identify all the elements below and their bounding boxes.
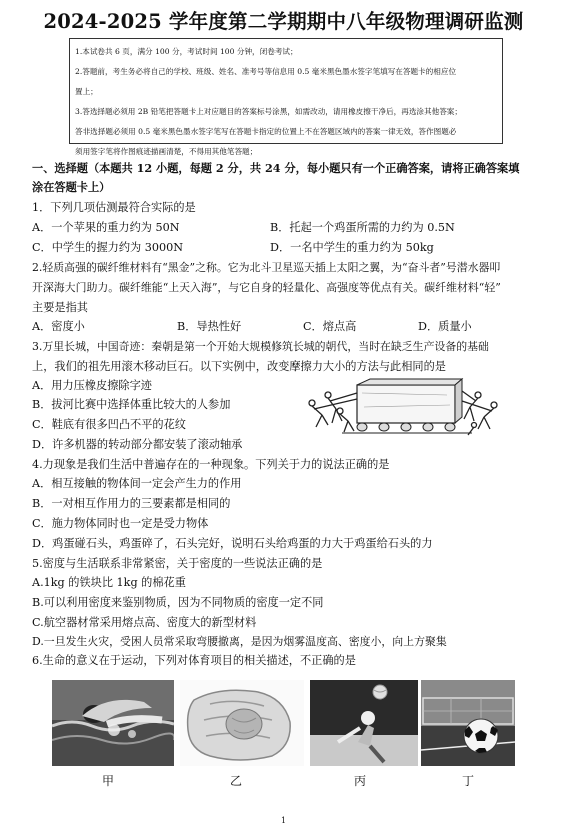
q1-option-a: A．一个苹果的重力约为 50N xyxy=(32,221,180,234)
notice-line: 须用签字笔将作图痕迹描画清楚，不得用其他笔答题； xyxy=(75,147,258,156)
q5-option-a: A.1kg 的铁块比 1kg 的棉花重 xyxy=(32,576,186,589)
notice-line: 答非选择题必须用 0.5 毫米黑色墨水签字笔写在答题卡指定的位置上不在答题区域内的答案一律无效，答作图题必 xyxy=(75,127,457,136)
q1-option-b: B．托起一个鸡蛋所需的力约为 0.5N xyxy=(270,221,455,234)
q4-option-a: A．相互接触的物体间一定会产生力的作用 xyxy=(32,477,242,490)
q1-option-c: C．中学生的握力约为 3000N xyxy=(32,241,184,254)
rolling-logs-illustration xyxy=(302,377,502,442)
q2-line: 开深海大门助力。碳纤维能“上天入海”，与它自身的轻量化、高强度等优点有关。碳纤维材料“轻” xyxy=(32,281,501,294)
q3-line: 3.万里长城，中国奇迹：秦朝是第一个开始大规模修筑长城的朝代，当时在缺乏生产设备的基础 xyxy=(32,340,489,353)
notice-line: 1.本试卷共 6 页，满分 100 分，考试时间 100 分钟，闭卷考试； xyxy=(75,47,298,56)
q3-option-a: A．用力压橡皮擦除字迹 xyxy=(32,379,152,392)
swimmer-photo xyxy=(52,680,174,766)
caption-bing: 丙 xyxy=(353,774,366,788)
q4-option-b: B．一对相互作用力的三要素都是相同的 xyxy=(32,497,231,510)
q2-line: 主要是指其 xyxy=(32,301,88,314)
q2-option-c: C．熔点高 xyxy=(303,320,357,333)
notice-line: 置上； xyxy=(75,87,98,96)
soccer-ball-photo xyxy=(421,680,515,766)
notice-line: 2.答题前，考生务必将自己的学校、班级、姓名、准考号等信息用 0.5 毫米黑色墨水签字笔填写在答题卡的相应位 xyxy=(75,67,457,76)
volleyball-player-photo xyxy=(310,680,418,766)
q2-option-a: A．密度小 xyxy=(32,320,85,333)
q2-option-d: D．质量小 xyxy=(418,320,472,333)
q3-line: 上，我们的祖先用滚木移动巨石。以下实例中，改变摩擦力大小的方法与此相同的是 xyxy=(32,360,446,373)
q4-option-d: D．鸡蛋碰石头，鸡蛋碎了，石头完好，说明石头给鸡蛋的力大于鸡蛋给石头的力 xyxy=(32,537,433,550)
q3-option-c: C．鞋底有很多凹凸不平的花纹 xyxy=(32,418,186,431)
exam-title: 2024-2025 学年度第二学期期中八年级物理调研监测 xyxy=(43,10,524,33)
q5-option-d: D.一旦发生火灾，受困人员常采取弯腰撤离，是因为烟雾温度高、密度小，向上方聚集 xyxy=(32,635,447,648)
q3-option-d: D．许多机器的转动部分都安装了滚动轴承 xyxy=(32,438,243,451)
q1-option-d: D．一名中学生的重力约为 50kg xyxy=(270,241,434,254)
q2-line: 2.轻质高强的碳纤维材料有“黑金”之称。它为北斗卫星巡天插上太阳之翼，为“奋斗者”号潜水器叩 xyxy=(32,261,501,274)
q1-stem: 1．下列几项估测最符合实际的是 xyxy=(32,201,196,214)
q4-stem: 4.力现象是我们生活中普遍存在的一种现象。下列关于力的说法正确的是 xyxy=(32,458,390,471)
q2-option-b: B．导热性好 xyxy=(177,320,242,333)
q6-stem: 6.生命的意义在于运动，下列对体育项目的相关描述，不正确的是 xyxy=(32,654,356,667)
q5-stem: 5.密度与生活联系非常紧密，关于密度的一些说法正确的是 xyxy=(32,557,323,570)
notice-line: 3.答选择题必须用 2B 铅笔把答题卡上对应题目的答案标号涂黑，如需改动，请用橡皮擦干净后，再选涂其他答案； xyxy=(75,107,462,116)
notice-box xyxy=(69,38,503,156)
section-heading: 涂在答题卡上） xyxy=(32,180,111,194)
q4-option-c: C．施力物体同时也一定是受力物体 xyxy=(32,517,209,530)
page-number: 1 xyxy=(280,816,287,825)
caption-yi: 乙 xyxy=(229,774,242,788)
q5-option-c: C.航空器材常采用熔点高、密度大的新型材料 xyxy=(32,616,257,629)
section-heading: 一、选择题（本题共 12 小题，每题 2 分，共 24 分，每小题只有一个正确答案，请将正确答案填 xyxy=(32,161,520,175)
hand-squeezing-ball-photo xyxy=(180,680,304,766)
caption-ding: 丁 xyxy=(461,774,474,788)
caption-jia: 甲 xyxy=(101,774,114,788)
q3-option-b: B．拔河比赛中选择体重比较大的人参加 xyxy=(32,398,231,411)
q5-option-b: B.可以利用密度来鉴别物质，因为不同物质的密度一定不同 xyxy=(32,596,324,609)
